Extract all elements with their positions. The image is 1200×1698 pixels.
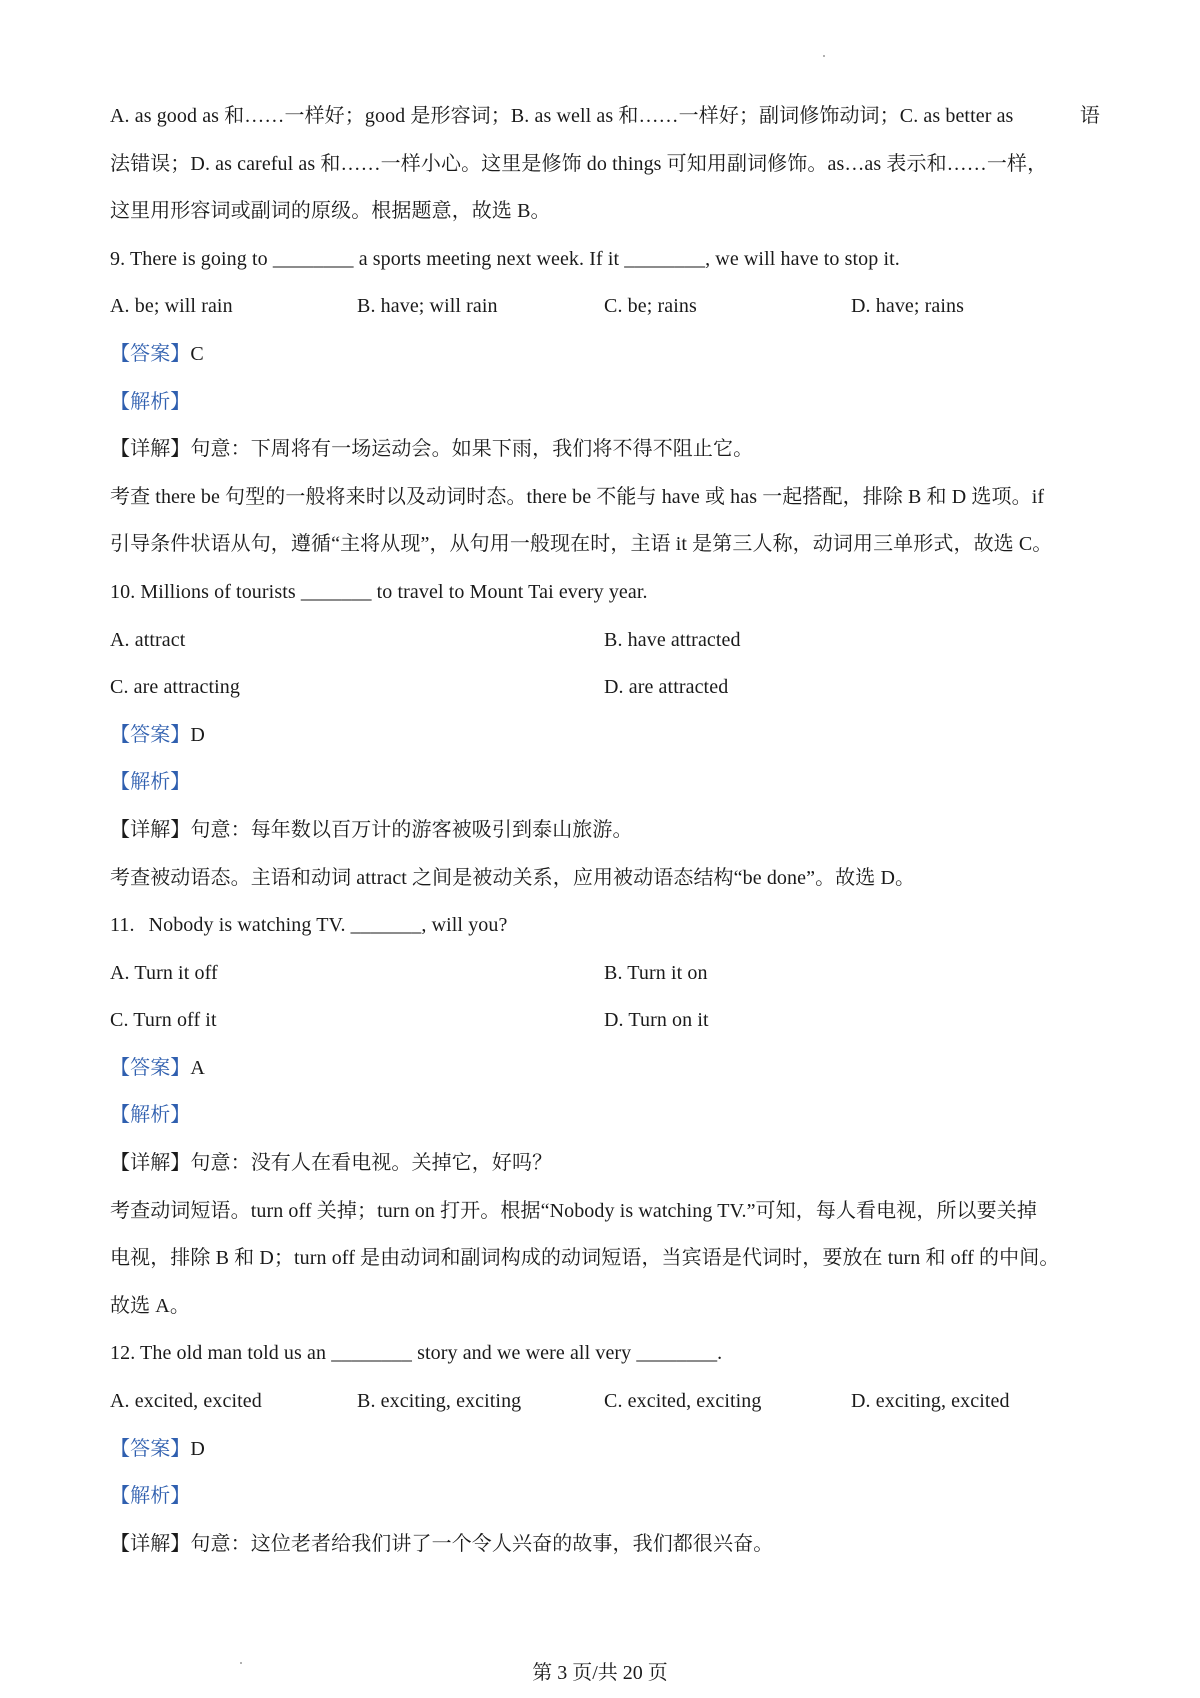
q10-answer-value: D [190, 723, 205, 746]
q12-analysis [110, 1473, 1100, 1521]
q11-answer-value: A [190, 1056, 205, 1079]
detail-tag: 【详解】 [110, 438, 191, 461]
prev-explanation-text: A. as good as 和……一样好；good 是形容词；B. as well as 和……一样好；副词修饰动词；C. as better as [110, 105, 1014, 127]
q12-answer-value: D [190, 1437, 205, 1460]
prev-explanation-line-1 [110, 93, 1100, 141]
q9-explanation-line-1: 考查 there be 句型的一般将来时以及动词时态。there be 不能与 have 或 has 一起搭配，排除 B 和 D 选项。if [110, 485, 1045, 508]
prev-explanation-tail: 语 [1079, 105, 1100, 127]
q12-stem: 12. The old man told us an ________ story and we were all very ________. [110, 1342, 723, 1365]
page-footer: 第 3 页/共 20 页 [532, 1662, 668, 1684]
q11-explanation-line-3: 故选 A。 [110, 1294, 190, 1317]
q11-explanation-line-2: 电视，排除 B 和 D；turn off 是由动词和副词构成的动词短语，当宾语是代词时，要放在 turn 和 off 的中间。 [110, 1247, 1060, 1270]
q9-explanation-line-2: 引导条件状语从句，遵循“主将从现”，从句用一般现在时，主语 it 是第三人称，动词用三单形式，故选 C。 [110, 533, 1053, 556]
q10-option-d: D. are attracted [604, 676, 729, 699]
q12-option-a: A. excited, excited [110, 1390, 262, 1413]
detail-tag: 【详解】 [110, 1532, 191, 1555]
q9-option-a: A. be; will rain [110, 295, 233, 318]
q12-detail-text: 句意：这位老者给我们讲了一个令人兴奋的故事，我们都很兴奋。 [190, 1532, 774, 1555]
answer-tag: 【答案】 [110, 723, 191, 746]
q10-detail-text: 句意：每年数以百万计的游客被吸引到泰山旅游。 [190, 818, 633, 841]
q10-explanation-line-1: 考查被动语态。主语和动词 attract 之间是被动关系，应用被动语态结构“be done”。故选 D。 [110, 866, 916, 889]
q9-answer [110, 331, 1100, 379]
q10-analysis [110, 759, 1100, 807]
q11-option-a: A. Turn it off [110, 961, 218, 984]
q11-detail [110, 1140, 1100, 1188]
q12-answer [110, 1426, 1100, 1474]
q10-option-c: C. are attracting [110, 676, 240, 699]
q9-options [110, 283, 1100, 331]
q11-option-d: D. Turn on it [604, 1009, 709, 1032]
document-page [110, 93, 1100, 1568]
q11-options-row-2 [110, 997, 1100, 1045]
q11-stem [110, 902, 1100, 950]
prev-explanation-line-2: 法错误；D. as careful as 和……一样小心。这里是修饰 do things 可知用副词修饰。as…as 表示和……一样， [110, 152, 1048, 175]
q9-detail-text: 句意：下周将有一场运动会。如果下雨，我们将不得不阻止它。 [190, 438, 754, 461]
answer-tag: 【答案】 [110, 1056, 191, 1079]
answer-tag: 【答案】 [110, 1437, 191, 1460]
q11-options-row-1 [110, 950, 1100, 998]
q11-option-b: B. Turn it on [604, 961, 708, 984]
q9-option-b: B. have; will rain [357, 295, 498, 318]
q10-option-b: B. have attracted [604, 628, 741, 651]
analysis-tag: 【解析】 [110, 390, 191, 413]
q11-stem-text: Nobody is watching TV. _______, will you? [148, 914, 508, 937]
q9-stem: 9. There is going to ________ a sports meeting next week. If it ________, we will have to stop it. [110, 247, 900, 270]
q10-options-row-1 [110, 617, 1100, 665]
q12-detail [110, 1521, 1100, 1569]
q9-answer-value: C [190, 342, 204, 365]
q11-detail-text: 句意：没有人在看电视。关掉它，好吗？ [190, 1152, 553, 1175]
q10-stem: 10. Millions of tourists _______ to travel to Mount Tai every year. [110, 580, 648, 603]
analysis-tag: 【解析】 [110, 771, 191, 794]
q11-explanation-line-1: 考查动词短语。turn off 关掉；turn on 打开。根据“Nobody is watching TV.”可知，每人看电视，所以要关掉 [110, 1199, 1037, 1222]
answer-tag: 【答案】 [110, 342, 191, 365]
q9-option-c: C. be; rains [604, 295, 697, 318]
scan-dot-top [823, 55, 825, 57]
q11-analysis [110, 1092, 1100, 1140]
q12-options [110, 1378, 1100, 1426]
q10-options-row-2 [110, 664, 1100, 712]
q9-detail [110, 426, 1100, 474]
q10-detail [110, 807, 1100, 855]
q10-option-a: A. attract [110, 628, 186, 651]
q10-answer [110, 712, 1100, 760]
detail-tag: 【详解】 [110, 1152, 191, 1175]
detail-tag: 【详解】 [110, 818, 191, 841]
q12-option-c: C. excited, exciting [604, 1390, 762, 1413]
analysis-tag: 【解析】 [110, 1485, 191, 1508]
q11-option-c: C. Turn off it [110, 1009, 217, 1032]
prev-explanation-line-3: 这里用形容词或副词的原级。根据题意，故选 B。 [110, 200, 551, 223]
q11-number: 11. [110, 914, 135, 937]
q9-analysis [110, 379, 1100, 427]
q12-option-d: D. exciting, excited [851, 1390, 1010, 1413]
q12-option-b: B. exciting, exciting [357, 1390, 522, 1413]
q11-answer [110, 1045, 1100, 1093]
analysis-tag: 【解析】 [110, 1104, 191, 1127]
q9-option-d: D. have; rains [851, 295, 965, 318]
